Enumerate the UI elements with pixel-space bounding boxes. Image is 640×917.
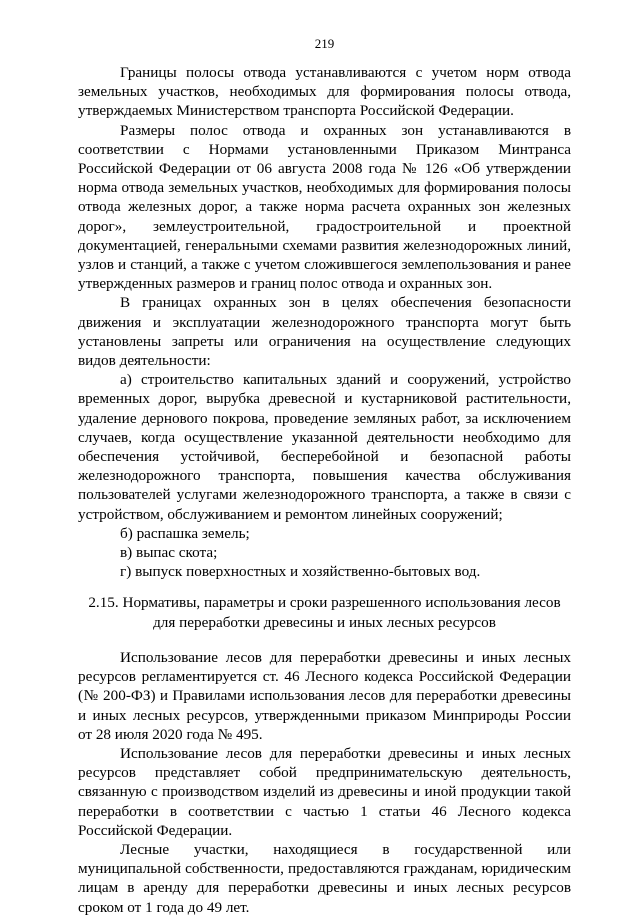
list-item-grazing: в) выпас скота; bbox=[120, 544, 218, 562]
paragraph-protection-zone-restrictions: В границах охранных зон в целях обеспечения безопасности движения и эксплуатации железнодорожного транспорта могут быть установлены запреты или ограничения на осуществление следующих видов деятельности: bbox=[78, 294, 571, 370]
list-item-plowing: б) распашка земель; bbox=[120, 524, 250, 542]
section-heading-line-2: для переработки древесины и иных лесных ресурсов bbox=[153, 613, 496, 631]
paragraph-forest-use-business: Использование лесов для переработки древесины и иных лесных ресурсов представляет собой предпринимательскую деятельность, связанную с производством изделий из древесины и иной продукции такой переработки в соответствии с частью 1 статьи 46 Лесного кодекса Российской Федерации. bbox=[78, 744, 571, 839]
section-heading bbox=[78, 593, 571, 631]
paragraph-forest-plots-lease: Лесные участки, находящиеся в государственной или муниципальной собственности, предоставляются гражданам, юридическим лицам в аренду для переработки древесины и иных лесных ресурсов сроком от 1 года до 49 лет. bbox=[78, 840, 571, 916]
section-heading-line-1: 2.15. Нормативы, параметры и сроки разрешенного использования лесов bbox=[88, 594, 561, 612]
page-number: 219 bbox=[314, 36, 335, 51]
list-item-construction: а) строительство капитальных зданий и сооружений, устройство временных дорог, вырубка древесной и кустарниковой растительности, удаление дернового покрова, проведение земляных работ, за исключением случаев, когда осуществление указанной деятельности необходимо для обеспечения устойчивой, бесперебойной и безопасной работы железнодорожного транспорта, повышения качества обслуживания пользователей услугами железнодорожного транспорта, а также в связи с устройством, обслуживанием и ремонтом линейных сооружений; bbox=[78, 371, 571, 523]
paragraph-right-of-way-boundaries: Границы полосы отвода устанавливаются с учетом норм отвода земельных участков, необходимых для формирования полосы отвода, утверждаемых Министерством транспорта Российской Федерации. bbox=[78, 64, 571, 120]
paragraph-forest-use-regulation: Использование лесов для переработки древесины и иных лесных ресурсов регламентируется ст. 46 Лесного кодекса Российской Федерации (№ 200-ФЗ) и Правилами использования лесов для переработки древесины и иных лесных ресурсов, утвержденными приказом Минприроды России от 28 июля 2020 года № 495. bbox=[78, 648, 571, 743]
list-item-wastewater: г) выпуск поверхностных и хозяйственно-бытовых вод. bbox=[120, 563, 481, 581]
document-page bbox=[78, 36, 571, 917]
paragraph-right-of-way-sizes: Размеры полос отвода и охранных зон устанавливаются в соответствии с Нормами установленными Приказом Минтранса Российской Федерации от 06 августа 2008 года № 126 «Об утверждении норма отвода земельных участков, необходимых для формирования полосы отвода железных дорог, а также норма расчета охранных зон железных дорог», землеустроительной, градостроительной и проектной документацией, генеральными схемами развития железнодорожных линий, узлов и станций, а также с учетом сложившегося землепользования и ранее утвержденных размеров и границ полос отвода и охранных зон. bbox=[78, 121, 571, 293]
